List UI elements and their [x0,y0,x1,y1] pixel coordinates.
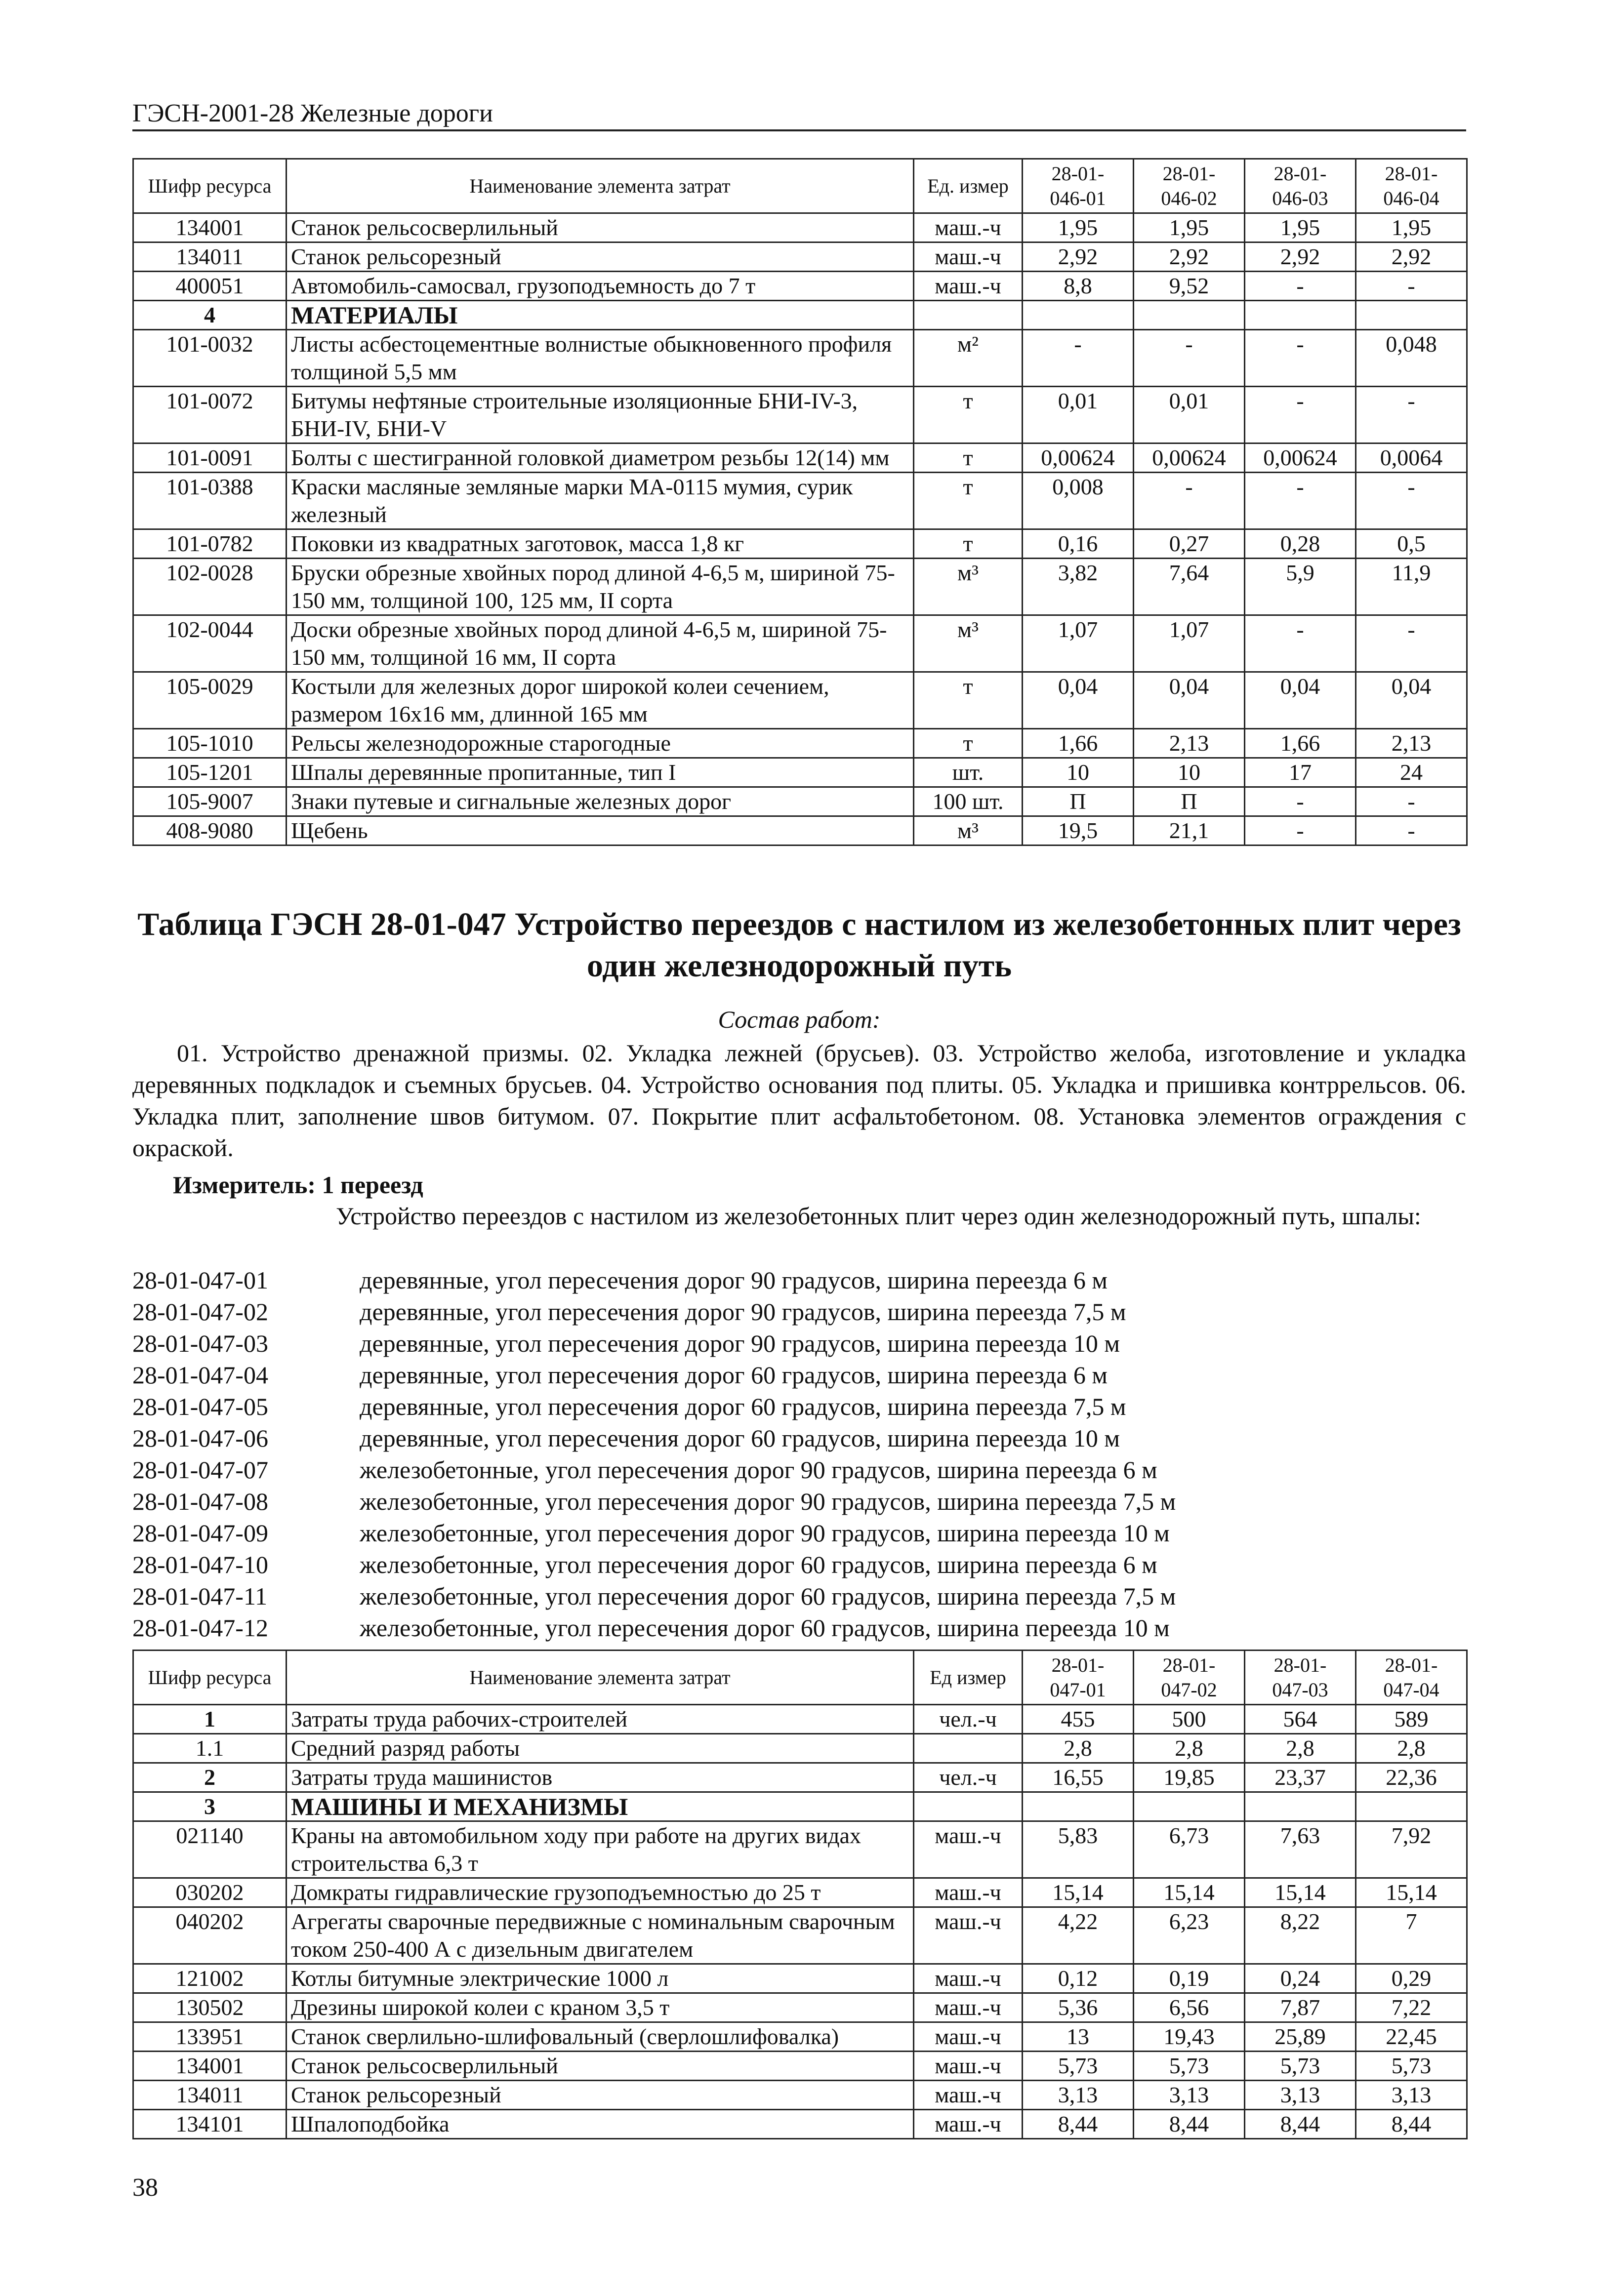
item-text: железобетонные, угол пересечения дорог 90 градусов, ширина переезда 7,5 м [360,1488,1176,1515]
value-cell: - [1245,272,1356,301]
resource-name: Доски обрезные хвойных пород длиной 4-6,5 м, шириной 75-150 мм, толщиной 16 мм, II сорта [287,615,914,672]
unit [914,1792,1023,1821]
value-cell: 3,13 [1356,2081,1467,2110]
value-cell: 11,9 [1356,559,1467,615]
column-header: Наименование элемента затрат [287,159,914,213]
value-cell: 0,19 [1134,1964,1245,1993]
unit: т [914,672,1023,729]
unit: маш.-ч [914,2052,1023,2081]
value-cell [1023,1792,1134,1821]
table-row [133,758,1467,787]
resource-name: Поковки из квадратных заготовок, масса 1,8 кг [287,529,914,559]
resource-name: Станок рельсосверлильный [287,213,914,242]
value-cell: 0,12 [1023,1964,1134,1993]
resource-table-046 [132,158,1468,846]
value-cell: 6,23 [1134,1907,1245,1964]
value-cell: 0,24 [1245,1964,1356,1993]
resource-name: Рельсы железнодорожные старогодные [287,729,914,758]
value-cell: 9,52 [1134,272,1245,301]
unit: маш.-ч [914,2081,1023,2110]
value-cell: 15,14 [1023,1878,1134,1907]
value-cell: 5,9 [1245,559,1356,615]
value-cell [1245,1792,1356,1821]
item-text: деревянные, угол пересечения дорог 90 градусов, ширина переезда 7,5 м [360,1298,1126,1326]
value-cell: 0,01 [1023,387,1134,443]
column-header: 28-01- 046-03 [1245,159,1356,213]
unit: м³ [914,559,1023,615]
resource-name: Болты с шестигранной головкой диаметром резьбы 12(14) мм [287,443,914,473]
value-cell [1356,301,1467,330]
value-cell: 1,95 [1356,213,1467,242]
value-cell: 3,82 [1023,559,1134,615]
list-item [132,1328,1176,1359]
value-cell: 7,63 [1245,1821,1356,1878]
value-cell: 7,22 [1356,1993,1467,2022]
value-cell: П [1134,787,1245,816]
value-cell: 2,8 [1356,1734,1467,1763]
value-cell: - [1356,272,1467,301]
item-code: 28-01-047-08 [132,1488,268,1515]
value-cell: 5,73 [1356,2052,1467,2081]
table-row [133,2052,1467,2081]
value-cell: - [1356,787,1467,816]
column-header: Наименование элемента затрат [287,1651,914,1705]
unit: т [914,729,1023,758]
resource-table-047 [132,1650,1468,2139]
value-cell: 2,8 [1023,1734,1134,1763]
value-cell: 8,22 [1245,1907,1356,1964]
value-cell: - [1356,615,1467,672]
unit: маш.-ч [914,1821,1023,1878]
resource-name: Затраты труда машинистов [287,1763,914,1792]
resource-code: 1.1 [133,1734,287,1763]
value-cell: 0,28 [1245,529,1356,559]
unit [914,1734,1023,1763]
value-cell: - [1023,330,1134,387]
column-header: 28-01- 047-03 [1245,1651,1356,1705]
resource-code: 105-9007 [133,787,287,816]
table-row [133,729,1467,758]
list-item [132,1549,1176,1580]
resource-code: 408-9080 [133,816,287,846]
column-header: 28-01- 046-02 [1134,159,1245,213]
section-row [133,301,1467,330]
value-cell: 2,92 [1356,242,1467,272]
table-row [133,330,1467,387]
value-cell [1245,301,1356,330]
resource-name: Щебень [287,816,914,846]
resource-code: 101-0091 [133,443,287,473]
value-cell: 5,36 [1023,1993,1134,2022]
value-cell [1134,301,1245,330]
value-cell: 21,1 [1134,816,1245,846]
list-item [132,1264,1176,1296]
section-row [133,1792,1467,1821]
table-row [133,1821,1467,1878]
table-row [133,272,1467,301]
work-composition-label: Состав работ: [718,1006,881,1033]
value-cell: 1,07 [1134,615,1245,672]
table-row [133,1763,1467,1792]
table-row [133,242,1467,272]
item-text: железобетонные, угол пересечения дорог 60 градусов, ширина переезда 10 м [360,1614,1170,1642]
resource-code: 2 [133,1763,287,1792]
resource-name: Средний разряд работы [287,1734,914,1763]
list-item [132,1296,1176,1328]
item-text: железобетонные, угол пересечения дорог 60 градусов, ширина переезда 6 м [360,1551,1157,1578]
value-cell: 25,89 [1245,2022,1356,2052]
value-cell: 1,95 [1023,213,1134,242]
resource-name: Станок рельсорезный [287,2081,914,2110]
item-code: 28-01-047-09 [132,1519,268,1547]
value-cell: 19,85 [1134,1763,1245,1792]
value-cell: 500 [1134,1705,1245,1734]
list-item [132,1391,1176,1422]
table-row [133,1734,1467,1763]
column-header: 28-01- 047-04 [1356,1651,1467,1705]
resource-code: 121002 [133,1964,287,1993]
unit: м² [914,330,1023,387]
item-text: деревянные, угол пересечения дорог 60 градусов, ширина переезда 7,5 м [360,1393,1126,1420]
value-cell: - [1245,330,1356,387]
list-item [132,1612,1176,1644]
value-cell: 13 [1023,2022,1134,2052]
value-cell: 1,66 [1245,729,1356,758]
value-cell: 22,36 [1356,1763,1467,1792]
unit: маш.-ч [914,1878,1023,1907]
resource-code: 3 [133,1792,287,1821]
page-number: 38 [132,2174,158,2202]
resource-name: Битумы нефтяные строительные изоляционные БНИ-IV-3, БНИ-IV, БНИ-V [287,387,914,443]
item-text: деревянные, угол пересечения дорог 60 градусов, ширина переезда 10 м [360,1424,1120,1452]
value-cell: 2,8 [1245,1734,1356,1763]
column-header: 28-01- 047-02 [1134,1651,1245,1705]
resource-name: Станок сверлильно-шлифовальный (сверлошлифовалка) [287,2022,914,2052]
value-cell: 1,95 [1245,213,1356,242]
unit: маш.-ч [914,1964,1023,1993]
value-cell: 15,14 [1356,1878,1467,1907]
list-item [132,1517,1176,1549]
value-cell: 2,8 [1134,1734,1245,1763]
item-text: деревянные, угол пересечения дорог 90 градусов, ширина переезда 10 м [360,1329,1120,1357]
value-cell: П [1023,787,1134,816]
table-row [133,1878,1467,1907]
resource-name: Домкраты гидравлические грузоподъемностью до 25 т [287,1878,914,1907]
value-cell: - [1134,473,1245,529]
value-cell: - [1356,473,1467,529]
resource-code: 130502 [133,1993,287,2022]
resource-code: 105-1201 [133,758,287,787]
resource-code: 101-0072 [133,387,287,443]
value-cell: 0,00624 [1023,443,1134,473]
value-cell: 0,27 [1134,529,1245,559]
resource-name: Агрегаты сварочные передвижные с номинальным сварочным током 250-400 А с дизельным двигателем [287,1907,914,1964]
value-cell: 8,44 [1356,2110,1467,2139]
table-row [133,816,1467,846]
value-cell: 455 [1023,1705,1134,1734]
value-cell: 0,29 [1356,1964,1467,1993]
value-cell: 8,44 [1134,2110,1245,2139]
value-cell: - [1245,787,1356,816]
resource-code: 101-0782 [133,529,287,559]
item-text: железобетонные, угол пересечения дорог 90 градусов, ширина переезда 6 м [360,1456,1157,1484]
value-cell: 6,56 [1134,1993,1245,2022]
list-item [132,1486,1176,1517]
unit: маш.-ч [914,272,1023,301]
item-code: 28-01-047-01 [132,1266,268,1294]
value-cell: - [1134,330,1245,387]
value-cell: 1,95 [1134,213,1245,242]
value-cell: 5,73 [1134,2052,1245,2081]
resource-code: 4 [133,301,287,330]
unit: чел.-ч [914,1763,1023,1792]
value-cell: 0,01 [1134,387,1245,443]
column-header: Ед. измер [914,159,1023,213]
item-code: 28-01-047-07 [132,1456,268,1484]
value-cell: - [1245,387,1356,443]
column-header: 28-01- 046-04 [1356,159,1467,213]
table-row [133,559,1467,615]
unit: маш.-ч [914,1907,1023,1964]
item-list [132,1264,1176,1644]
item-text: деревянные, угол пересечения дорог 60 градусов, ширина переезда 6 м [360,1361,1108,1389]
value-cell: 10 [1023,758,1134,787]
resource-name: МАТЕРИАЛЫ [287,301,914,330]
value-cell: 24 [1356,758,1467,787]
value-cell: 7,87 [1245,1993,1356,2022]
resource-code: 105-0029 [133,672,287,729]
measure-unit: Измеритель: 1 переезд [173,1171,423,1199]
item-code: 28-01-047-05 [132,1393,268,1420]
value-cell [1134,1792,1245,1821]
unit: маш.-ч [914,2022,1023,2052]
work-composition-text: 01. Устройство дренажной призмы. 02. Укладка лежней (брусьев). 03. Устройство желоба, изготовление и укладка деревянных подкладок и съемных брусьев. 04. Устройство основания под плиты. 05. Укладка и пришивка контррельсов. 06. Укладка плит, заполнение швов битумом. 07. Покрытие плит асфальтобетоном. 08. Установка элементов ограждения с окраской. [132,1039,1466,1162]
resource-code: 134011 [133,2081,287,2110]
resource-name: Краски масляные земляные марки МА-0115 мумия, сурик железный [287,473,914,529]
resource-code: 102-0028 [133,559,287,615]
item-code: 28-01-047-02 [132,1298,268,1326]
value-cell: 17 [1245,758,1356,787]
value-cell: 7,64 [1134,559,1245,615]
value-cell: 15,14 [1245,1878,1356,1907]
resource-code: 400051 [133,272,287,301]
value-cell: 0,04 [1356,672,1467,729]
table-row [133,2022,1467,2052]
item-code: 28-01-047-06 [132,1424,268,1452]
value-cell: 3,13 [1245,2081,1356,2110]
item-text: железобетонные, угол пересечения дорог 90 градусов, ширина переезда 10 м [360,1519,1170,1547]
resource-name: Листы асбестоцементные волнистые обыкновенного профиля толщиной 5,5 мм [287,330,914,387]
item-code: 28-01-047-10 [132,1551,268,1578]
value-cell: 16,55 [1023,1763,1134,1792]
value-cell: 19,43 [1134,2022,1245,2052]
column-header: Шифр ресурса [133,159,287,213]
value-cell: 0,048 [1356,330,1467,387]
header-rule [132,129,1466,131]
table-row [133,1907,1467,1964]
list-item [132,1359,1176,1391]
resource-code: 102-0044 [133,615,287,672]
value-cell: - [1356,387,1467,443]
column-header: 28-01- 046-01 [1023,159,1134,213]
table-row [133,615,1467,672]
item-code: 28-01-047-11 [132,1582,268,1610]
resource-name: Знаки путевые и сигнальные железных дорог [287,787,914,816]
value-cell: 4,22 [1023,1907,1134,1964]
unit [914,301,1023,330]
resource-code: 021140 [133,1821,287,1878]
table-row [133,787,1467,816]
table-row [133,1993,1467,2022]
value-cell: - [1245,473,1356,529]
value-cell: 10 [1134,758,1245,787]
item-intro: Устройство переездов с настилом из железобетонных плит через один железнодорожный путь, шпалы: [336,1202,1421,1230]
resource-name: Затраты труда рабочих-строителей [287,1705,914,1734]
unit: маш.-ч [914,213,1023,242]
resource-code: 1 [133,1705,287,1734]
resource-name: Станок рельсорезный [287,242,914,272]
resource-name: Костыли для железных дорог широкой колеи сечением, размером 16х16 мм, длинной 165 мм [287,672,914,729]
value-cell: 8,44 [1245,2110,1356,2139]
column-header: Шифр ресурса [133,1651,287,1705]
table-row [133,2110,1467,2139]
value-cell: 23,37 [1245,1763,1356,1792]
value-cell: 2,13 [1134,729,1245,758]
table-row [133,529,1467,559]
value-cell: 0,16 [1023,529,1134,559]
unit: маш.-ч [914,242,1023,272]
value-cell: 1,66 [1023,729,1134,758]
unit: 100 шт. [914,787,1023,816]
item-text: деревянные, угол пересечения дорог 90 градусов, ширина переезда 6 м [360,1266,1108,1294]
resource-name: Котлы битумные электрические 1000 л [287,1964,914,1993]
item-text: железобетонные, угол пересечения дорог 60 градусов, ширина переезда 7,5 м [360,1582,1176,1610]
value-cell: 2,92 [1245,242,1356,272]
value-cell: 0,04 [1134,672,1245,729]
running-header: ГЭСН-2001-28 Железные дороги [132,99,493,127]
value-cell: 0,00624 [1245,443,1356,473]
resource-name: Автомобиль-самосвал, грузоподъемность до 7 т [287,272,914,301]
unit: т [914,387,1023,443]
unit: т [914,443,1023,473]
value-cell: 0,04 [1023,672,1134,729]
table-row [133,213,1467,242]
value-cell: 0,00624 [1134,443,1245,473]
value-cell: - [1245,615,1356,672]
unit: шт. [914,758,1023,787]
resource-name: Шпалы деревянные пропитанные, тип I [287,758,914,787]
value-cell: 5,83 [1023,1821,1134,1878]
table-row [133,1964,1467,1993]
value-cell: 15,14 [1134,1878,1245,1907]
item-code: 28-01-047-12 [132,1614,268,1642]
value-cell: 2,92 [1134,242,1245,272]
resource-name: Краны на автомобильном ходу при работе на других видах строительства 6,3 т [287,1821,914,1878]
item-code: 28-01-047-04 [132,1361,268,1389]
value-cell: 3,13 [1023,2081,1134,2110]
unit: т [914,529,1023,559]
value-cell: 0,008 [1023,473,1134,529]
resource-code: 134001 [133,213,287,242]
resource-code: 101-0388 [133,473,287,529]
resource-code: 133951 [133,2022,287,2052]
value-cell: 19,5 [1023,816,1134,846]
resource-code: 101-0032 [133,330,287,387]
resource-name: Бруски обрезные хвойных пород длиной 4-6,5 м, шириной 75-150 мм, толщиной 100, 125 мм, II сорта [287,559,914,615]
table-row [133,1705,1467,1734]
value-cell: 2,92 [1023,242,1134,272]
table-row [133,2081,1467,2110]
unit: маш.-ч [914,2110,1023,2139]
value-cell [1023,301,1134,330]
value-cell: 6,73 [1134,1821,1245,1878]
value-cell: 8,44 [1023,2110,1134,2139]
unit: маш.-ч [914,1993,1023,2022]
list-item [132,1580,1176,1612]
item-code: 28-01-047-03 [132,1329,268,1357]
value-cell: - [1245,816,1356,846]
value-cell: 3,13 [1134,2081,1245,2110]
resource-name: Шпалоподбойка [287,2110,914,2139]
value-cell: 7 [1356,1907,1467,1964]
value-cell: 5,73 [1023,2052,1134,2081]
value-cell: 589 [1356,1705,1467,1734]
value-cell [1356,1792,1467,1821]
column-header: 28-01- 047-01 [1023,1651,1134,1705]
unit: м³ [914,816,1023,846]
column-header: Ед измер [914,1651,1023,1705]
value-cell: - [1356,816,1467,846]
value-cell: 2,13 [1356,729,1467,758]
resource-code: 040202 [133,1907,287,1964]
value-cell: 7,92 [1356,1821,1467,1878]
table-row [133,473,1467,529]
resource-code: 134011 [133,242,287,272]
value-cell: 22,45 [1356,2022,1467,2052]
unit: м³ [914,615,1023,672]
list-item [132,1422,1176,1454]
resource-name: Дрезины широкой колеи с краном 3,5 т [287,1993,914,2022]
list-item [132,1454,1176,1486]
value-cell: 0,04 [1245,672,1356,729]
value-cell: 0,0064 [1356,443,1467,473]
value-cell: 5,73 [1245,2052,1356,2081]
value-cell: 1,07 [1023,615,1134,672]
resource-code: 134001 [133,2052,287,2081]
value-cell: 0,5 [1356,529,1467,559]
value-cell: 8,8 [1023,272,1134,301]
resource-code: 105-1010 [133,729,287,758]
resource-code: 030202 [133,1878,287,1907]
table-title: Таблица ГЭСН 28-01-047 Устройство переездов с настилом из железобетонных плит через один железнодорожный путь [137,906,1461,984]
table-row [133,672,1467,729]
value-cell: 564 [1245,1705,1356,1734]
table-row [133,443,1467,473]
unit: т [914,473,1023,529]
resource-name: МАШИНЫ И МЕХАНИЗМЫ [287,1792,914,1821]
resource-code: 134101 [133,2110,287,2139]
resource-name: Станок рельсосверлильный [287,2052,914,2081]
table-row [133,387,1467,443]
unit: чел.-ч [914,1705,1023,1734]
